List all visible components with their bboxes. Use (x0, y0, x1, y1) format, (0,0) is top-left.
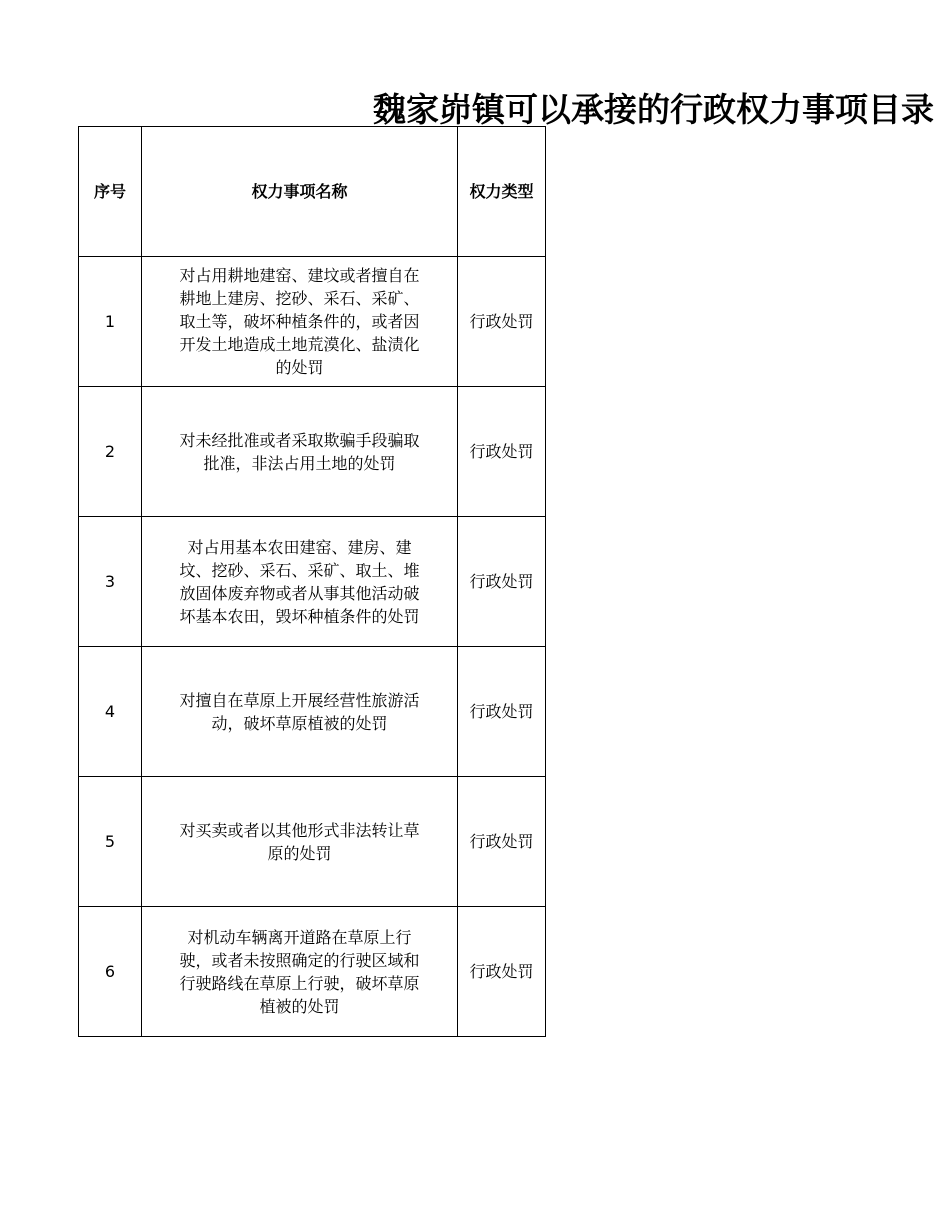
table-row (79, 257, 546, 387)
table-row (79, 647, 546, 777)
row-name: 对占用基本农田建窑、建房、建坟、挖砂、采石、采矿、取土、堆放固体废弃物或者从事其他活动破坏基本农田，毁坏种植条件的处罚 (142, 517, 458, 647)
table-header-row (79, 127, 546, 257)
row-type: 行政处罚 (458, 387, 546, 517)
row-name: 对未经批准或者采取欺骗手段骗取批准，非法占用土地的处罚 (142, 387, 458, 517)
row-type: 行政处罚 (458, 517, 546, 647)
table-row (79, 387, 546, 517)
row-name: 对擅自在草原上开展经营性旅游活动，破坏草原植被的处罚 (142, 647, 458, 777)
row-name: 对买卖或者以其他形式非法转让草原的处罚 (142, 777, 458, 907)
document-title: 魏家峁镇可以承接的行政权力事项目录 (373, 90, 934, 129)
row-seq: 4 (79, 647, 142, 777)
row-type: 行政处罚 (458, 907, 546, 1037)
header-type: 权力类型 (458, 127, 546, 257)
row-seq: 5 (79, 777, 142, 907)
row-type: 行政处罚 (458, 777, 546, 907)
row-type: 行政处罚 (458, 647, 546, 777)
header-seq: 序号 (79, 127, 142, 257)
row-name: 对机动车辆离开道路在草原上行驶，或者未按照确定的行驶区域和行驶路线在草原上行驶，破坏草原植被的处罚 (142, 907, 458, 1037)
title-area (78, 86, 934, 129)
header-name: 权力事项名称 (142, 127, 458, 257)
row-type: 行政处罚 (458, 257, 546, 387)
table-row (79, 907, 546, 1037)
row-seq: 1 (79, 257, 142, 387)
row-seq: 6 (79, 907, 142, 1037)
table-row (79, 517, 546, 647)
table-row (79, 777, 546, 907)
row-seq: 2 (79, 387, 142, 517)
row-name: 对占用耕地建窑、建坟或者擅自在耕地上建房、挖砂、采石、采矿、取土等，破坏种植条件的，或者因开发土地造成土地荒漠化、盐渍化的处罚 (142, 257, 458, 387)
row-seq: 3 (79, 517, 142, 647)
power-items-table (78, 126, 546, 1037)
